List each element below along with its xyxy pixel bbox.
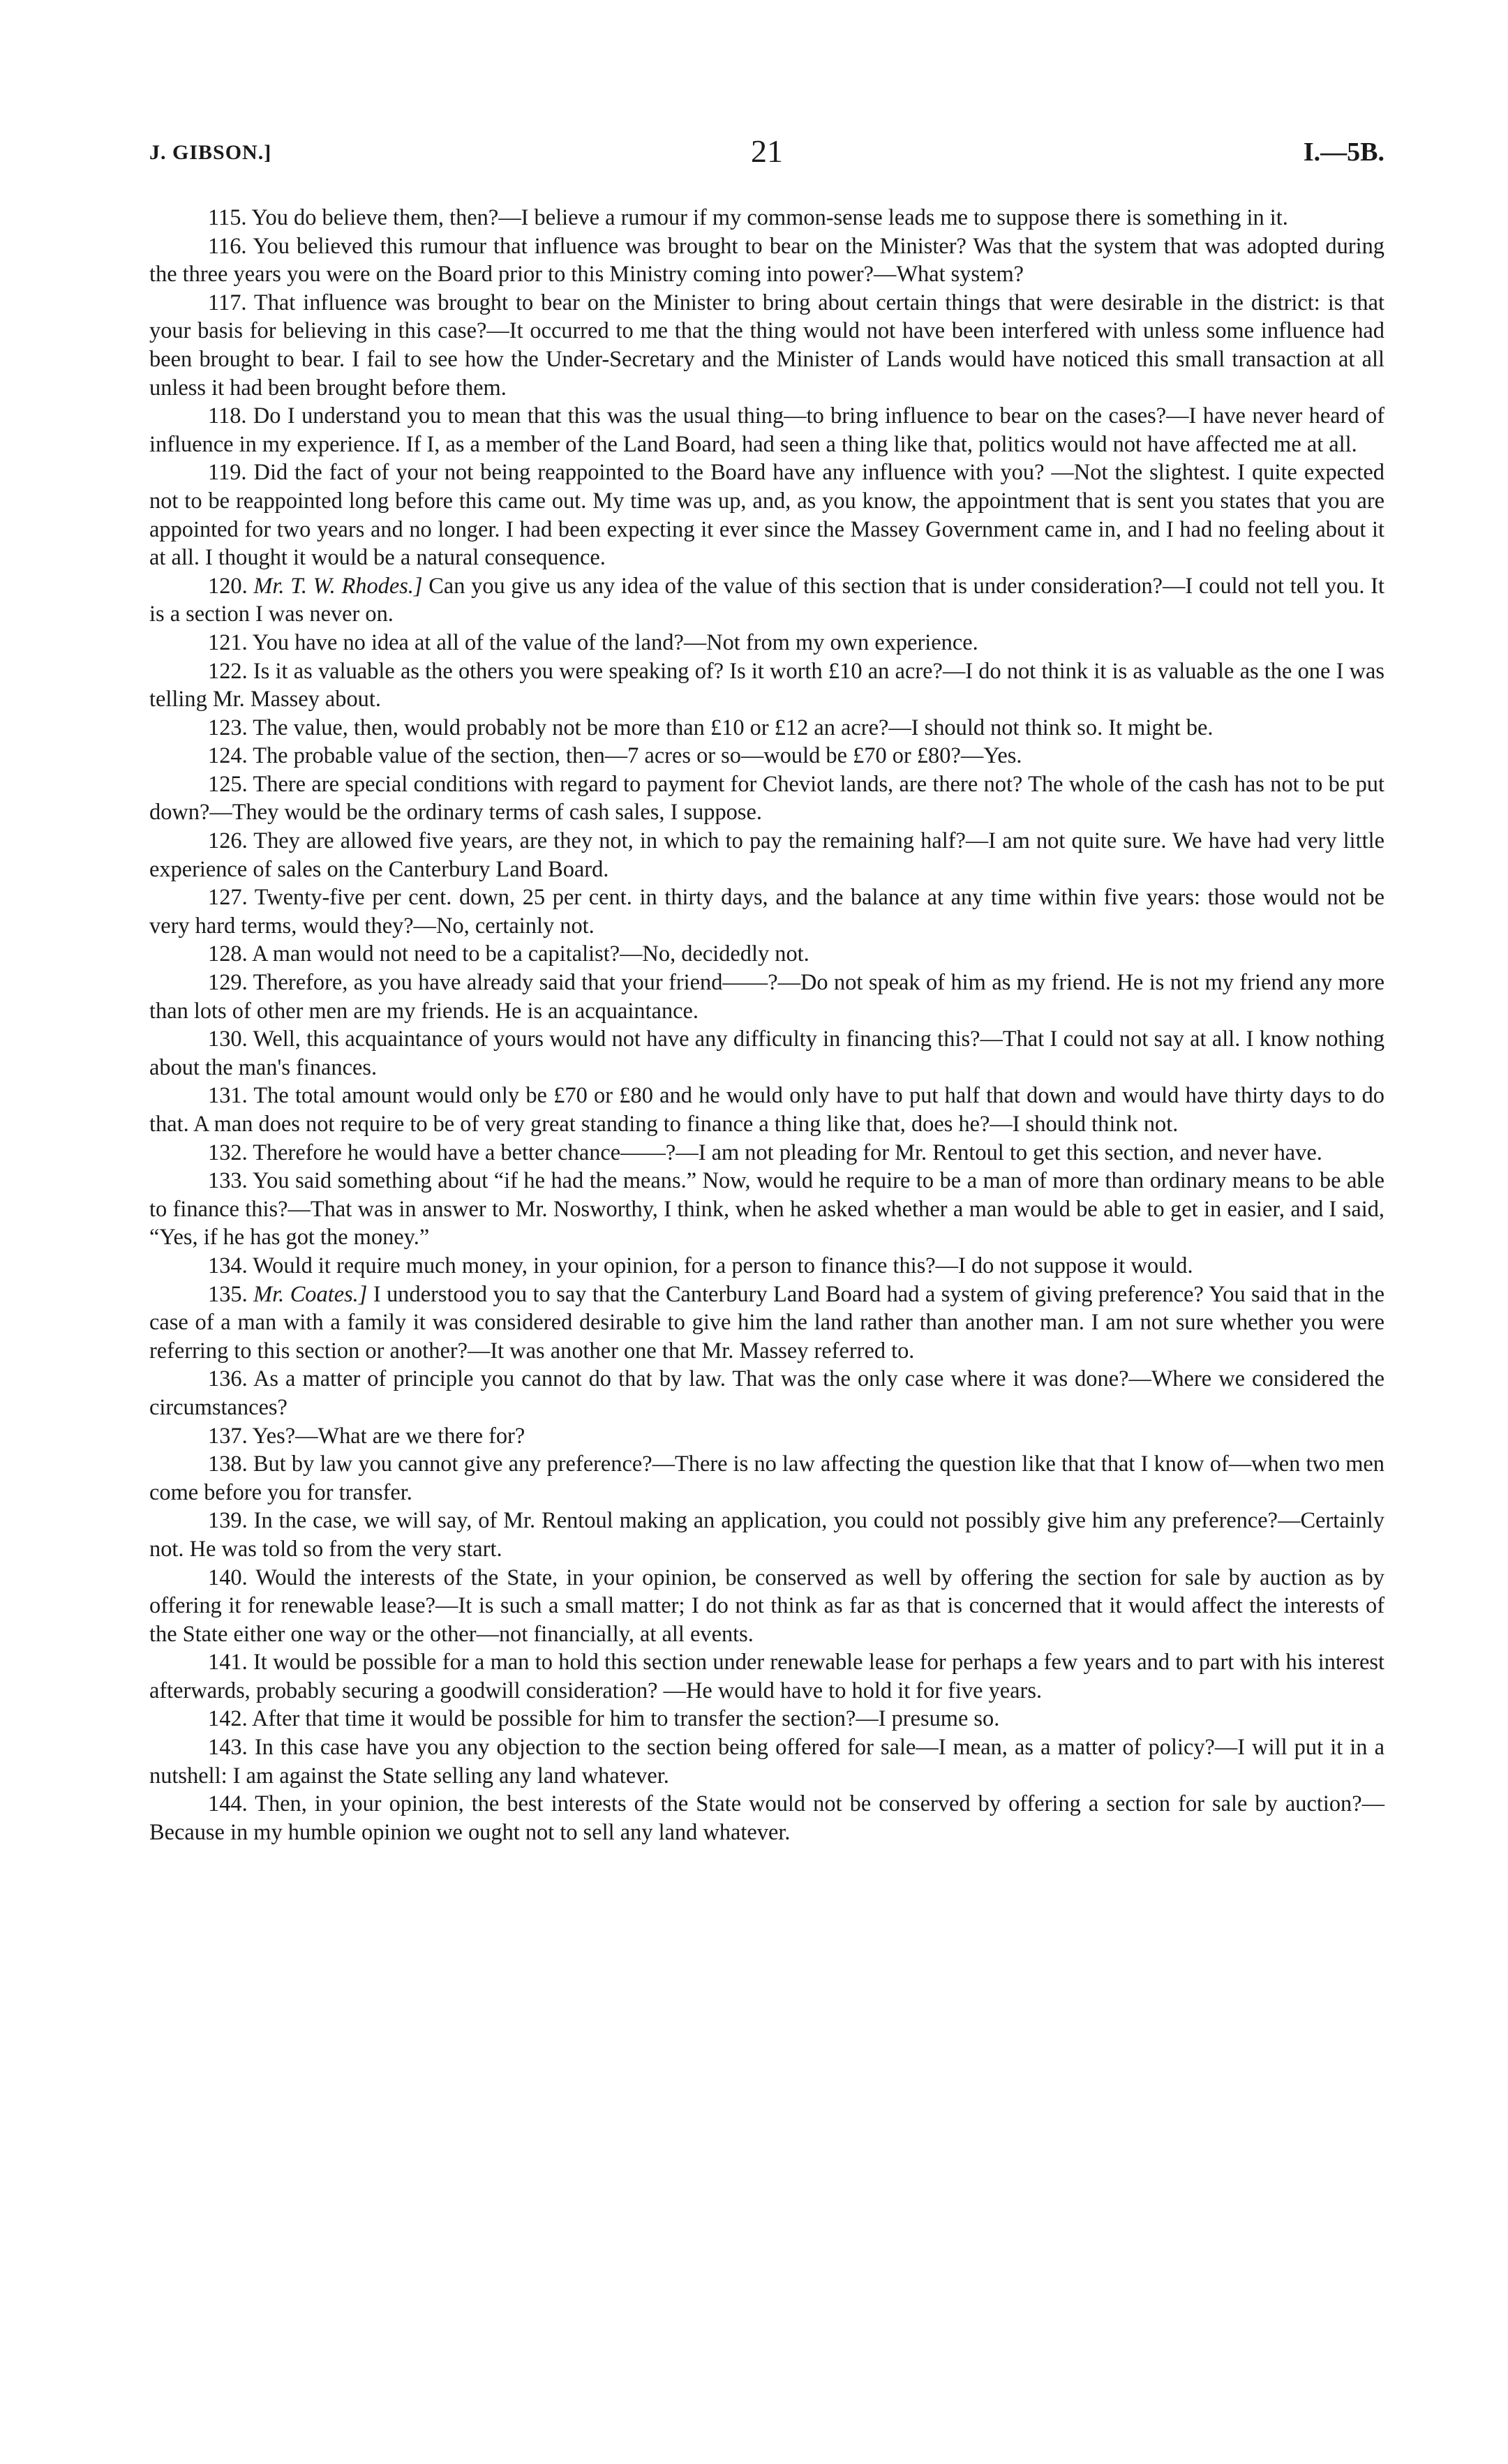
question-paragraph <box>149 1280 1384 1366</box>
question-paragraph <box>149 1648 1384 1705</box>
question-number: 126. <box>208 828 248 854</box>
question-number: 135. <box>208 1281 248 1307</box>
question-paragraph <box>149 883 1384 940</box>
question-answer-text: Is it as valuable as the others you were speaking of? Is it worth £10 an acre?—I do not think it is as valuable as the one I was telling Mr. Massey about. <box>149 658 1384 712</box>
page-header <box>149 133 1384 181</box>
question-paragraph <box>149 1790 1384 1846</box>
question-number: 136. <box>208 1366 248 1392</box>
question-answer-text: You have no idea at all of the value of the land?—Not from my own experience. <box>252 629 978 655</box>
question-number: 121. <box>208 629 248 655</box>
question-number: 118. <box>208 403 247 429</box>
question-paragraph <box>149 940 1384 969</box>
question-paragraph <box>149 969 1384 1025</box>
question-number: 132. <box>208 1140 248 1165</box>
question-answer-text: There are special conditions with regard to payment for Cheviot lands, are there not? The whole of the cash has not to be put down?—They would be the ordinary terms of cash sales, I suppose. <box>149 771 1384 826</box>
question-paragraph <box>149 714 1384 742</box>
question-number: 133. <box>208 1168 248 1194</box>
question-number: 143. <box>208 1735 248 1761</box>
question-paragraph <box>149 1733 1384 1790</box>
question-number: 120. <box>208 573 248 599</box>
question-number: 119. <box>208 460 247 486</box>
question-answer-text: Twenty-five per cent. down, 25 per cent. in thirty days, and the balance at any time within five years: those would not be very hard terms, would they?—No, certainly not. <box>149 885 1384 939</box>
question-answer-text: The probable value of the section, then—7 acres or so—would be £70 or £80?—Yes. <box>253 743 1022 769</box>
transcript-body <box>149 204 1384 1846</box>
question-number: 116. <box>208 233 247 259</box>
question-number: 142. <box>208 1706 248 1732</box>
question-number: 115. <box>208 205 247 230</box>
question-answer-text: Do I understand you to mean that this was the usual thing—to bring influence to bear on the cases?—I have never heard of influence in my experience. If I, as a member of the Land Board, had seen a thing like that, politics would not have affected me at all. <box>149 403 1384 457</box>
question-answer-text: But by law you cannot give any preference?—There is no law affecting the question like that that I know of—when two men come before you for transfer. <box>149 1451 1384 1505</box>
question-answer-text: They are allowed five years, are they not, in which to pay the remaining half?—I am not quite sure. We have had very little experience of sales on the Canterbury Land Board. <box>149 828 1384 882</box>
question-paragraph <box>149 232 1384 289</box>
paper-reference: I.—5B. <box>1303 137 1384 167</box>
question-paragraph <box>149 1422 1384 1451</box>
question-answer-text: After that time it would be possible for him to transfer the section?—I presume so. <box>252 1706 1000 1732</box>
question-paragraph <box>149 629 1384 657</box>
question-answer-text: The total amount would only be £70 or £80 and he would only have to put half that down and would have thirty days to do that. A man does not require to be of very great standing to finance a thing like that, does he?—I should think not. <box>149 1083 1384 1137</box>
question-paragraph <box>149 1025 1384 1082</box>
question-number: 128. <box>208 941 248 967</box>
question-answer-text: Yes?—What are we there for? <box>252 1423 525 1449</box>
speaker-name: Mr. Coates.] <box>253 1281 368 1307</box>
question-paragraph <box>149 657 1384 714</box>
question-answer-text: It would be possible for a man to hold this section under renewable lease for perhaps a few years and to part with his interest afterwards, probably securing a goodwill consideration? —He would have to hold it for five years. <box>149 1650 1384 1703</box>
question-answer-text: A man would not need to be a capitalist?—No, decidedly not. <box>252 941 809 967</box>
question-paragraph <box>149 770 1384 827</box>
question-answer-text: That influence was brought to bear on the Minister to bring about certain things that were desirable in the district: is that your basis for believing in this case?—It occurred to me that the thing would not have been interfered with unless some influence had been brought to bear. I fail to see how the Under-Secretary and the Minister of Lands would have noticed this small transaction at all unless it had been brought before them. <box>149 290 1384 401</box>
question-answer-text: You believed this rumour that influence was brought to bear on the Minister? Was that the system that was adopted during the three years you were on the Board prior to this Ministry coming into power?—What system? <box>149 233 1384 288</box>
question-paragraph <box>149 458 1384 572</box>
question-number: 139. <box>208 1508 248 1534</box>
page <box>149 133 1384 1846</box>
question-paragraph <box>149 1507 1384 1563</box>
question-number: 134. <box>208 1253 248 1278</box>
question-number: 141. <box>208 1650 248 1675</box>
question-paragraph <box>149 402 1384 458</box>
question-answer-text: You do believe them, then?—I believe a rumour if my common-sense leads me to suppose there is something in it. <box>251 205 1288 230</box>
question-answer-text: You said something about “if he had the means.” Now, would he require to be a man of more than ordinary means to be able to finance this?—That was in answer to Mr. Nosworthy, I think, when he asked whether a man would be able to get in easier, and I said, “Yes, if he has got the money.” <box>149 1168 1384 1250</box>
question-paragraph <box>149 827 1384 883</box>
question-number: 129. <box>208 970 248 996</box>
question-paragraph <box>149 1450 1384 1507</box>
question-paragraph <box>149 289 1384 402</box>
question-answer-text: Would it require much money, in your opinion, for a person to finance this?—I do not suppose it would. <box>253 1253 1193 1278</box>
question-answer-text: In the case, we will say, of Mr. Rentoul making an application, you could not possibly give him any preference?—Certainly not. He was told so from the very start. <box>149 1508 1384 1562</box>
witness-name: J. GIBSON.] <box>149 141 272 164</box>
question-number: 125. <box>208 771 248 797</box>
question-number: 131. <box>208 1083 248 1109</box>
question-answer-text: Then, in your opinion, the best interests of the State would not be conserved by offering a section for sale by auction?—Because in my humble opinion we ought not to sell any land whatever. <box>149 1791 1384 1845</box>
question-answer-text: Therefore, as you have already said that your friend——?—Do not speak of him as my friend. He is not my friend any more than lots of other men are my friends. He is an acquaintance. <box>149 970 1384 1024</box>
question-paragraph <box>149 1082 1384 1138</box>
question-answer-text: I understood you to say that the Canterbury Land Board had a system of giving preference? You said that in the case of a man with a family it was considered desirable to give him the land rather than another man. I am not sure whether you were referring to this section or another?—It was another one that Mr. Massey referred to. <box>149 1281 1384 1364</box>
question-paragraph <box>149 1167 1384 1252</box>
question-answer-text: Did the fact of your not being reappointed to the Board have any influence with you? —Not the slightest. I quite expected not to be reappointed long before this came out. My time was up, and, as you know, the appointment that is sent you states that you are appointed for two years and no longer. I had been expecting it ever since the Massey Government came in, and I had no feeling about it at all. I thought it would be a natural consequence. <box>149 460 1384 571</box>
question-number: 117. <box>208 290 247 315</box>
question-number: 123. <box>208 715 248 740</box>
question-number: 137. <box>208 1423 248 1449</box>
question-answer-text: Well, this acquaintance of yours would not have any difficulty in financing this?—That I could not say at all. I know nothing about the man's finances. <box>149 1026 1385 1080</box>
question-paragraph <box>149 1564 1384 1649</box>
page-number: 21 <box>751 133 783 169</box>
question-paragraph <box>149 1365 1384 1421</box>
question-paragraph <box>149 1139 1384 1167</box>
question-number: 144. <box>208 1791 248 1817</box>
question-answer-text: Can you give us any idea of the value of this section that is under consideration?—I could not tell you. It is a section I was never on. <box>149 573 1384 627</box>
question-paragraph <box>149 204 1384 232</box>
question-answer-text: The value, then, would probably not be more than £10 or £12 an acre?—I should not think so. It might be. <box>253 715 1214 740</box>
question-number: 130. <box>208 1026 248 1052</box>
question-answer-text: Would the interests of the State, in your opinion, be conserved as well by offering the section for sale by auction as by offering it for renewable lease?—It is such a small matter; I do not think as far as that is concerned that it would affect the interests of the State either one way or the other—not financially, at all events. <box>149 1565 1384 1647</box>
question-answer-text: In this case have you any objection to the section being offered for sale—I mean, as a matter of policy?—I will put it in a nutshell: I am against the State selling any land whatever. <box>149 1735 1384 1789</box>
question-number: 124. <box>208 743 248 769</box>
question-number: 140. <box>208 1565 248 1590</box>
question-paragraph <box>149 1252 1384 1280</box>
question-paragraph <box>149 1705 1384 1733</box>
question-paragraph <box>149 572 1384 629</box>
question-paragraph <box>149 742 1384 770</box>
question-answer-text: As a matter of principle you cannot do that by law. That was the only case where it was done?—Where we considered the circumstances? <box>149 1366 1385 1420</box>
question-answer-text: Therefore he would have a better chance——?—I am not pleading for Mr. Rentoul to get this section, and never have. <box>253 1140 1322 1165</box>
question-number: 122. <box>208 658 248 684</box>
speaker-name: Mr. T. W. Rhodes.] <box>253 573 423 599</box>
question-number: 138. <box>208 1451 248 1477</box>
question-number: 127. <box>208 885 248 911</box>
